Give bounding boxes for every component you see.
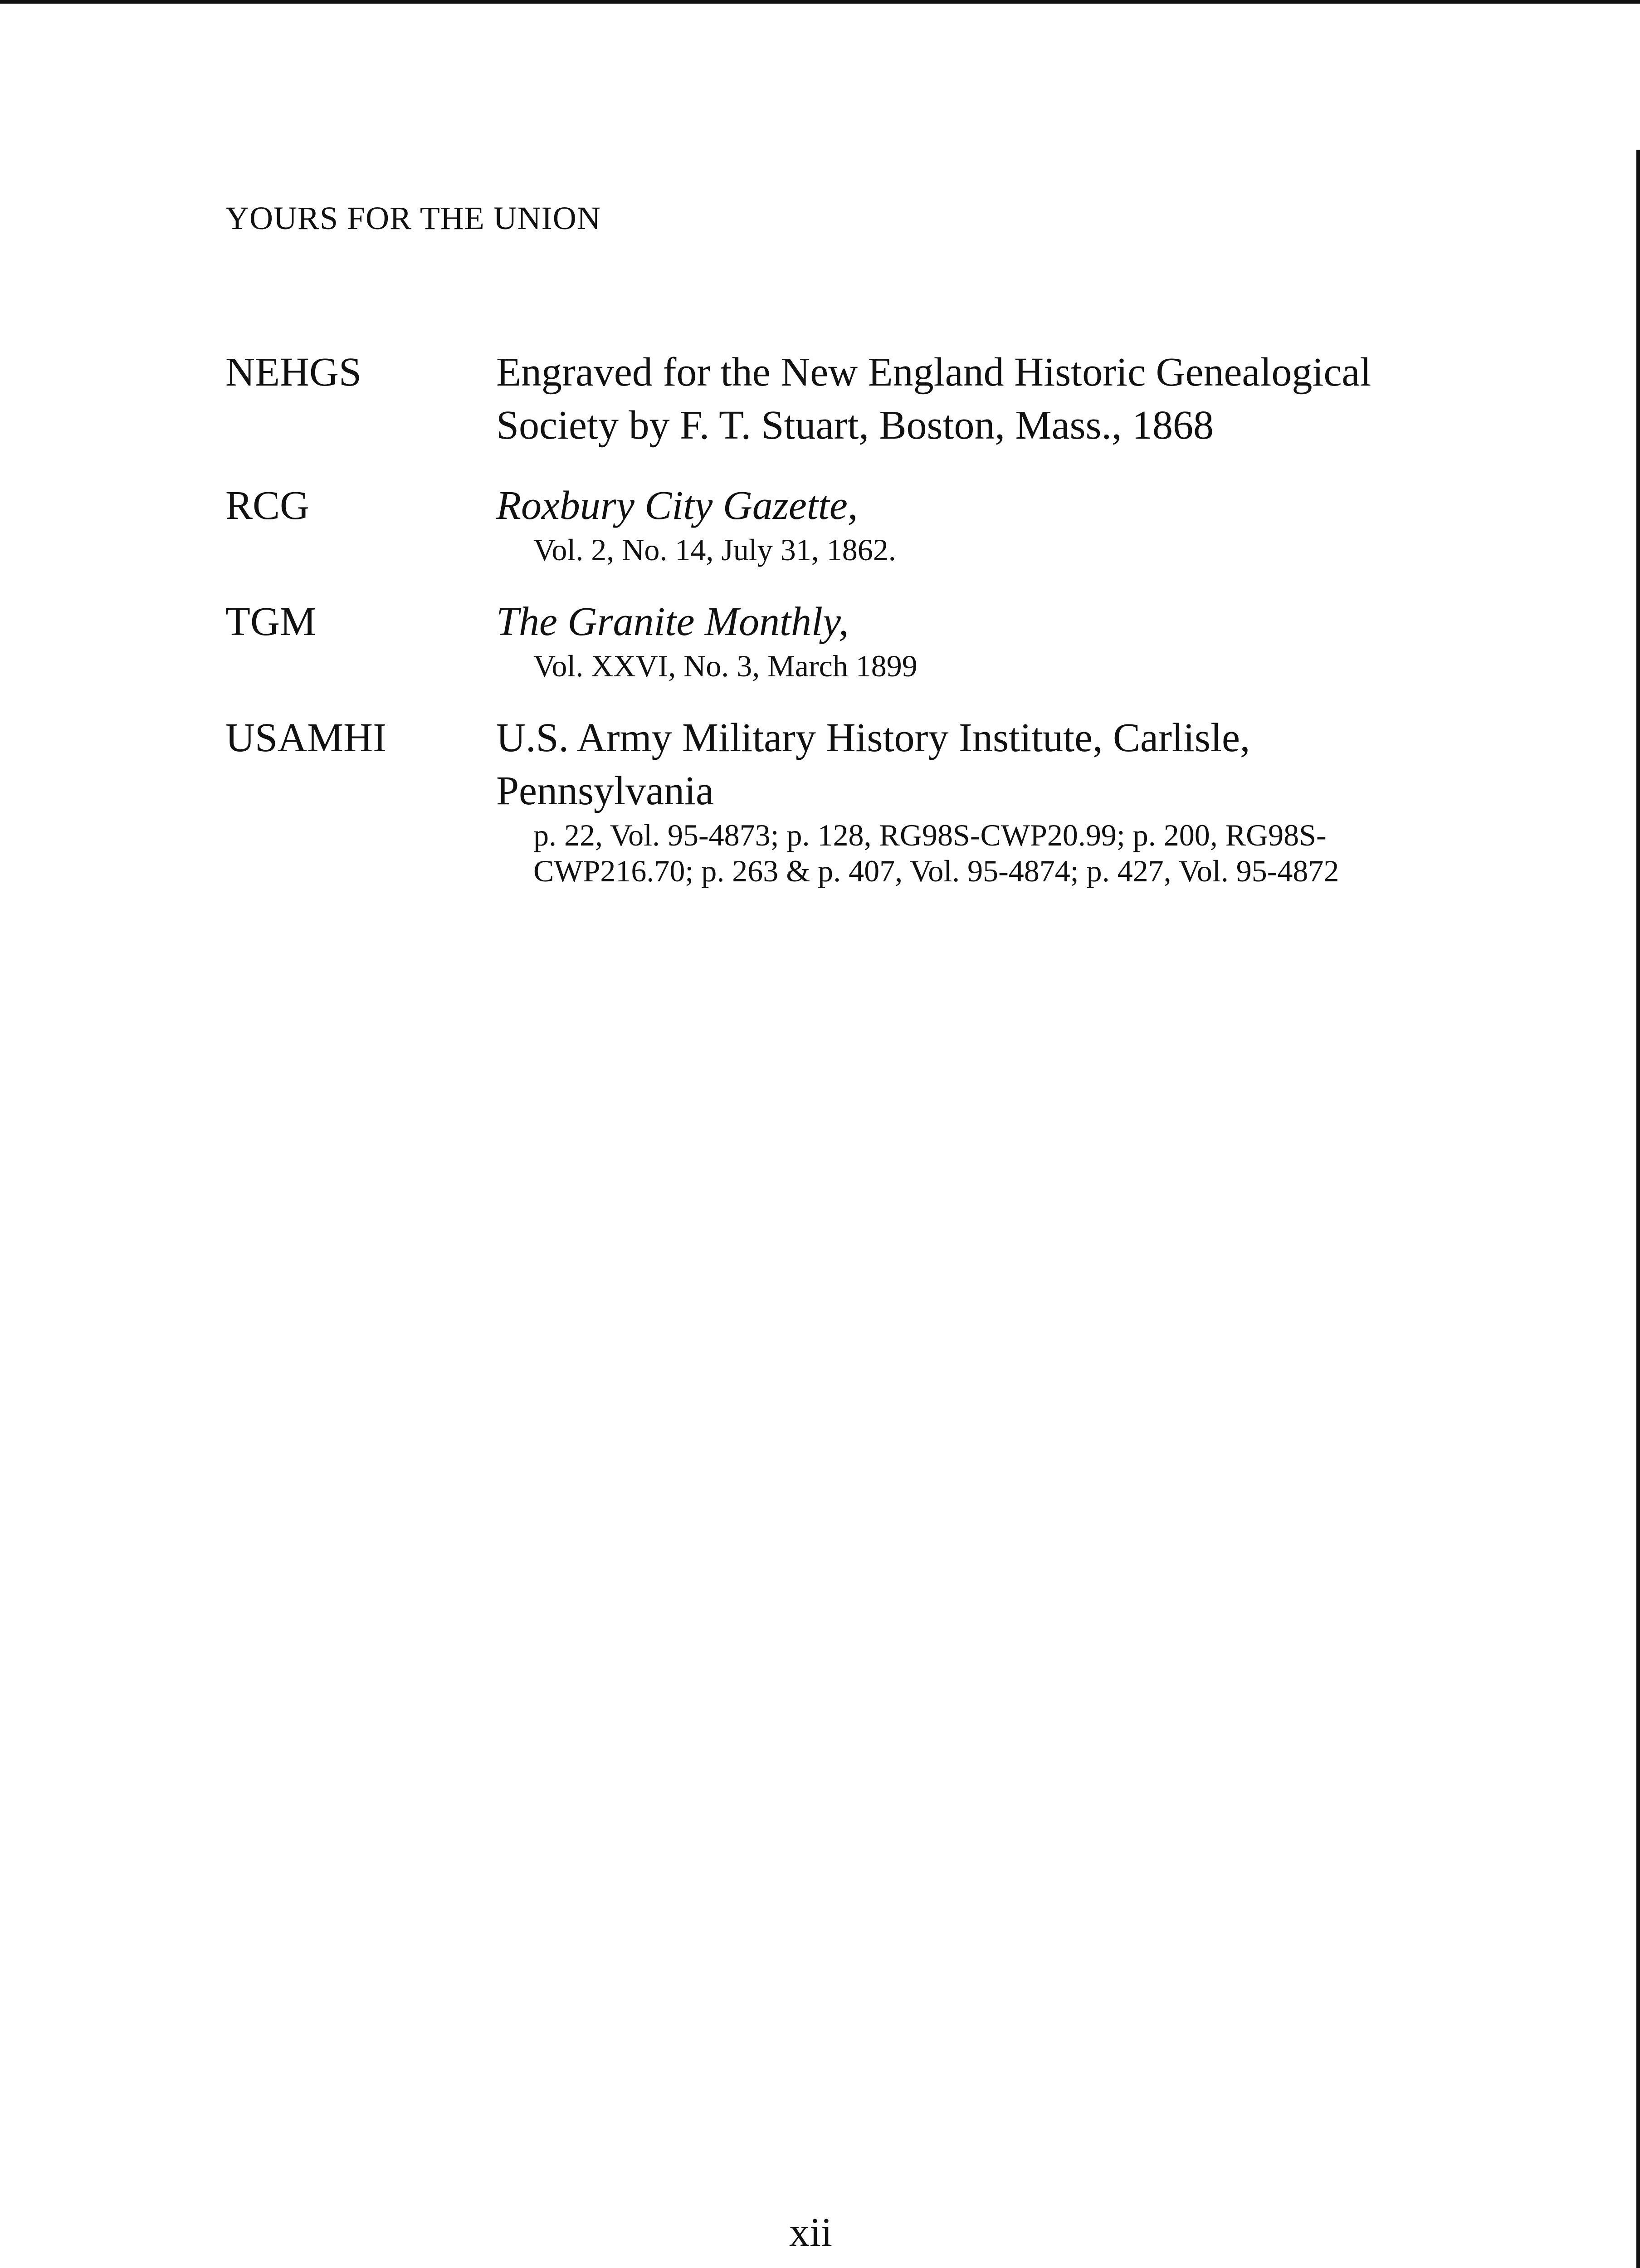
source-title: Engraved for the New England Historic Genealogical Society by F. T. Stuart, Boston, Mass., 1868 <box>496 350 1372 448</box>
source-title: U.S. Army Military History Institute, Carlisle, Pennsylvania <box>496 715 1250 813</box>
page-top-rule <box>0 0 1640 4</box>
abbreviation-entry-tgm <box>225 595 1405 684</box>
abbreviation-description <box>496 479 1403 568</box>
abbreviation-term: RCG <box>225 483 310 528</box>
abbreviation-entry-rcg <box>225 479 1405 568</box>
abbreviation-description <box>496 711 1403 889</box>
source-citation: Vol. XXVI, No. 3, March 1899 <box>533 648 918 683</box>
abbreviation-term: NEHGS <box>225 350 362 395</box>
abbreviation-description <box>496 595 1403 684</box>
source-citation: Vol. 2, No. 14, July 31, 1862. <box>533 533 896 567</box>
running-head: YOURS FOR THE UNION <box>225 200 601 236</box>
source-title: The Granite Monthly, <box>496 599 849 644</box>
abbreviation-term: USAMHI <box>225 715 387 760</box>
abbreviation-entry-nehgs <box>225 346 1405 452</box>
source-title: Roxbury City Gazette, <box>496 483 858 528</box>
abbreviations-list <box>225 346 1405 889</box>
page-right-rule <box>1636 150 1640 2268</box>
page-number: xii <box>789 2210 833 2255</box>
abbreviation-description <box>496 346 1403 452</box>
abbreviation-term: TGM <box>225 599 316 644</box>
abbreviation-entry-usamhi <box>225 711 1405 889</box>
source-citation: p. 22, Vol. 95-4873; p. 128, RG98S-CWP20.99; p. 200, RG98S-CWP216.70; p. 263 & p. 407, Vol. 95-4874; p. 427, Vol. 95-4872 <box>533 817 1339 888</box>
